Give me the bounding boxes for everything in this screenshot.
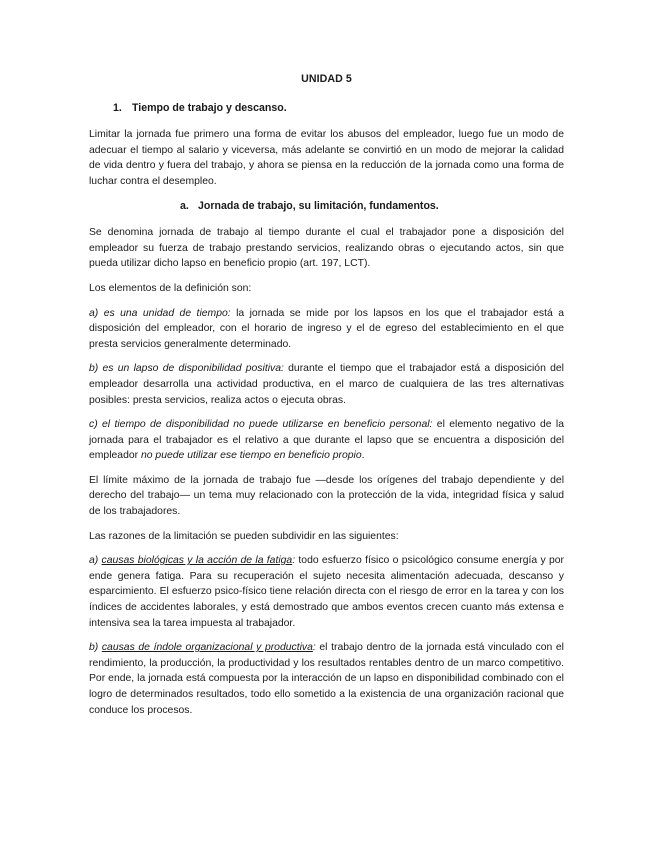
reason-b-paragraph	[89, 640, 564, 718]
section-heading	[113, 101, 564, 117]
reason-a-prefix: a)	[89, 555, 102, 567]
subsection-heading-text: Jornada de trabajo, su limitación, fundamentos.	[198, 199, 439, 212]
element-c-paragraph	[89, 417, 564, 464]
definition-paragraph: Se denomina jornada de trabajo al tiempo durante el cual el trabajador pone a disposición del empleador su fuerza de trabajo prestando servicios, realizando obras o ejecutando actos, sin que pueda utilizar dicho lapso en beneficio propio (art. 197, LCT).	[89, 227, 564, 270]
page-title: UNIDAD 5	[301, 73, 352, 85]
reason-a-paragraph	[89, 553, 564, 631]
element-c-lead: c) el tiempo de disponibilidad no puede utilizarse en beneficio personal:	[89, 419, 433, 431]
element-b-paragraph	[89, 361, 564, 408]
reason-b-text: el trabajo dentro de la jornada está vinculado con el rendimiento, la producción, la productividad y los resultados rentables dentro de un marco competitivo. Por ende, la jornada está compuesta por la interacción de un lapso en disponibilidad combinado con el logro de determinados resultados, todo ello sometido a la existencia de una organización racional que conduce los procesos.	[89, 642, 564, 716]
subsection-letter: a.	[180, 199, 189, 212]
element-b-lead: b) es un lapso de disponibilidad positiva:	[89, 363, 284, 375]
element-a-lead: a) es una unidad de tiempo:	[89, 307, 231, 319]
elements-intro-paragraph: Los elementos de la definición son:	[89, 282, 252, 294]
reason-a-text: todo esfuerzo físico o psicológico consume energía y por ende genera fatiga. Para su recuperación el sujeto necesita alimentación adecuada, descanso y esparcimiento. El esfuerzo psico-físico tiene relación directa con el riesgo de error en la tarea y con los índices de accidentes laborales, y está demostrado que ambos eventos crecen cuanto más extensa e intensiva sea la tarea impuesta al trabajador.	[89, 555, 564, 629]
limit-paragraph: El límite máximo de la jornada de trabajo fue —desde los orígenes del trabajo dependiente y del derecho del trabajo— un tema muy relacionado con la protección de la vida, integridad física y salud de los trabajadores.	[89, 474, 564, 518]
document-body	[89, 72, 564, 727]
reason-a-colon: :	[292, 555, 296, 567]
section-number: 1.	[113, 101, 122, 114]
reason-b-prefix: b)	[89, 642, 102, 654]
element-a-paragraph	[89, 306, 564, 353]
reason-b-underlined: causas de índole organizacional y productiva	[101, 642, 313, 654]
element-b-text: durante el tiempo que el trabajador está a disposición del empleador desarrolla una actividad productiva, en el marco de cualquiera de las tres alternativas posibles: presta servicios, realiza actos o ejecuta obras.	[89, 363, 564, 406]
reason-a-underlined: causas biológicas y la acción de la fatiga	[101, 555, 293, 567]
element-a-text: la jornada se mide por los lapsos en los que el trabajador está a disposición del empleador, con el horario de ingreso y el de egreso del establecimiento en el que presta servicios generalmente determinado.	[89, 307, 564, 350]
section-heading-text: Tiempo de trabajo y descanso.	[132, 101, 287, 114]
element-c-end: .	[361, 450, 365, 462]
reasons-intro-paragraph: Las razones de la limitación se pueden subdividir en las siguientes:	[89, 530, 399, 542]
intro-paragraph: Limitar la jornada fue primero una forma de evitar los abusos del empleador, luego fue un modo de adecuar el tiempo al salario y viceversa, más adelante se convirtió en un modo de mejorar la calidad de vida dentro y fuera del trabajo, y ahora se piensa en la reducción de la jornada como una forma de luchar contra el desempleo.	[89, 129, 564, 187]
element-c-italic-tail: no puede utilizar ese tiempo en beneficio propio	[140, 450, 362, 462]
subsection-heading	[180, 199, 564, 215]
element-c-text: el elemento negativo de la jornada para el trabajador es el relativo a que durante el lapso que se encuentra a disposición del empleador	[89, 419, 564, 462]
reason-b-colon: :	[312, 642, 316, 654]
